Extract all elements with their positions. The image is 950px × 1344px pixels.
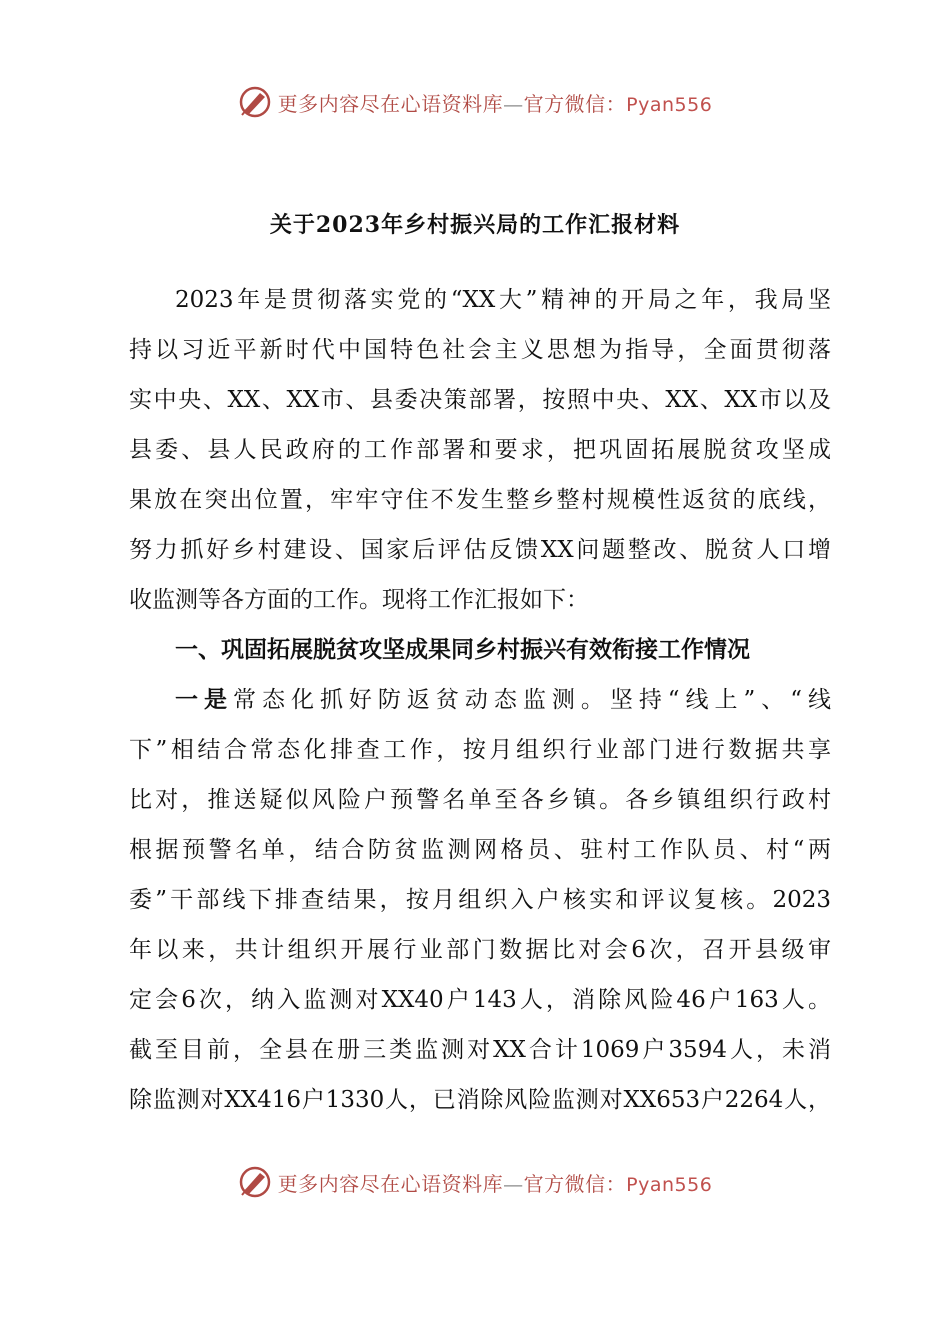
text-line: 下”相结合常态化排查工作，按月组织行业部门进行数据共享 [129, 737, 831, 763]
text-line: 收监测等各方面的工作。现将工作汇报如下： [129, 587, 589, 613]
text-line: 2023年是贯彻落实党的“XX大”精神的开局之年，我局坚 [175, 287, 831, 313]
banner-brand: 更多内容尽在心语资料库 [277, 91, 504, 116]
text-line [129, 675, 831, 725]
banner-dash: — [503, 1171, 524, 1196]
text-line: 年以来，共计组织开展行业部门数据比对会6次，召开县级审 [129, 937, 831, 963]
lead-phrase: 一是 [175, 686, 233, 713]
banner-wechat-id: Pyan556 [626, 93, 713, 116]
banner-text [278, 1168, 713, 1197]
lead-rest: 常态化抓好防返贫动态监测。坚持“线上”、“线 [232, 687, 831, 713]
text-line: 县委、县人民政府的工作部署和要求，把巩固拓展脱贫攻坚成 [129, 437, 831, 463]
document-title: 关于2023年乡村振兴局的工作汇报材料 [269, 212, 681, 238]
banner-wechat-label: 官方微信： [523, 1171, 627, 1196]
text-line: 努力抓好乡村建设、国家后评估反馈XX问题整改、脱贫人口增 [129, 537, 831, 563]
header-banner [0, 84, 950, 120]
paragraph-intro [129, 275, 831, 625]
section-heading: 一、巩固拓展脱贫攻坚成果同乡村振兴有效衔接工作情况 [175, 636, 750, 663]
text-line: 比对，推送疑似风险户预警名单至各乡镇。各乡镇组织行政村 [129, 787, 831, 813]
banner-brand: 更多内容尽在心语资料库 [277, 1171, 504, 1196]
paragraph-monitoring [129, 675, 831, 1125]
text-line: 果放在突出位置，牢牢守住不发生整乡整村规模性返贫的底线， [129, 487, 831, 513]
footer-banner [0, 1164, 950, 1200]
text-line: 委”干部线下排查结果，按月组织入户核实和评议复核。2023 [129, 887, 831, 913]
banner-wechat-id: Pyan556 [626, 1173, 713, 1196]
text-line: 除监测对XX416户1330人，已消除风险监测对XX653户2264人， [129, 1087, 831, 1113]
pen-nib-logo-icon [238, 1165, 272, 1199]
document-body [129, 275, 831, 1125]
text-line: 实中央、XX、XX市、县委决策部署，按照中央、XX、XX市以及 [129, 387, 831, 413]
text-line: 根据预警名单，结合防贫监测网格员、驻村工作队员、村“两 [129, 837, 831, 863]
banner-wechat-label: 官方微信： [523, 91, 627, 116]
text-line: 截至目前，全县在册三类监测对XX合计1069户3594人，未消 [129, 1037, 831, 1063]
text-line: 定会6次，纳入监测对XX40户143人，消除风险46户163人。 [129, 987, 831, 1013]
pen-nib-logo-icon [238, 85, 272, 119]
text-line: 持以习近平新时代中国特色社会主义思想为指导，全面贯彻落 [129, 337, 831, 363]
banner-dash: — [503, 91, 524, 116]
banner-text [278, 88, 713, 117]
